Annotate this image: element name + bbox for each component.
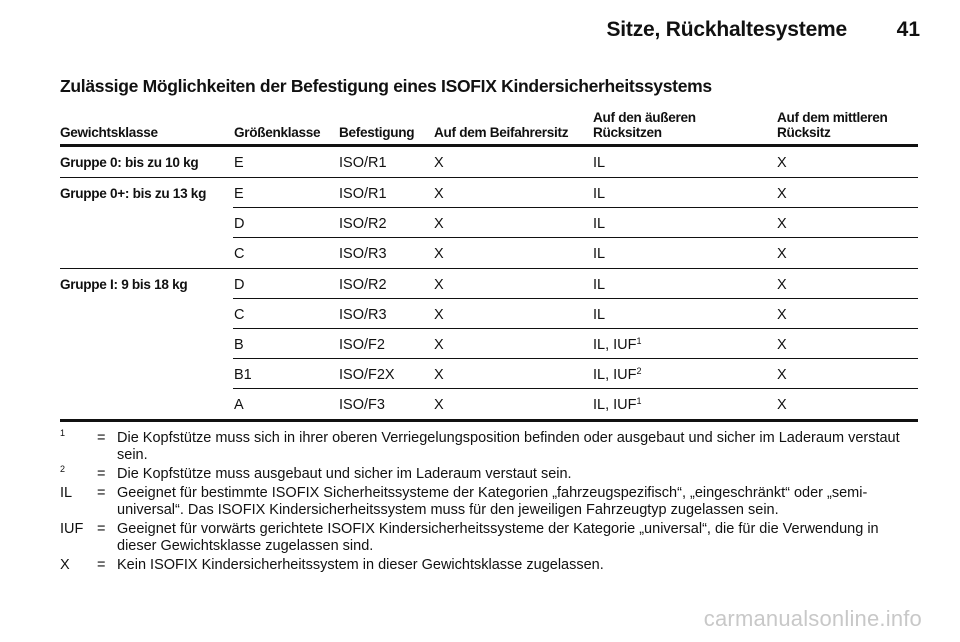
table-row [60,389,918,422]
weight-class-cell: Gruppe I: 9 bis 18 kg [60,277,188,292]
footnote-marker: 1 [636,336,642,346]
table-body [60,147,918,422]
footnote-key: 1 [60,428,66,438]
outer-rear-cell: IL, IUF$^2$ [593,366,642,383]
outer-rear-cell: IL [593,246,606,262]
middle-rear-cell: X [777,337,787,353]
fixing-cell: ISO/R1 [339,186,387,202]
table-row [60,359,918,389]
front-passenger-cell: X [434,307,444,323]
size-class-cell: E [234,155,244,171]
footnote-text: Geeignet für bestimmte ISOFIX Sicherheitssysteme der Kategorien „fahrzeugspezifisch“, „eingeschränkt“ oder „semi-universal“. Das ISOFIX Kindersicherheitssystem muss für den jeweiligen Fahrzeugtyp zugelassen sein. [117,485,868,518]
size-class-cell: B [234,337,244,353]
footnote-item [60,430,920,464]
middle-rear-cell: X [777,186,787,202]
fixing-cell: ISO/R2 [339,216,387,232]
table-header [60,104,918,147]
front-passenger-cell: X [434,367,444,383]
isofix-table [60,104,918,422]
weight-class-cell: Gruppe 0+: bis zu 13 kg [60,186,207,201]
outer-rear-cell: IL [593,307,606,323]
middle-rear-cell: X [777,277,787,293]
header-title: Sitze, Rückhaltesysteme [606,18,847,41]
footnote-text: Kein ISOFIX Kindersicherheitssystem in dieser Gewichtsklasse zugelassen. [117,557,604,573]
front-passenger-cell: X [434,246,444,262]
section-title: Zulässige Möglichkeiten der Befestigung eines ISOFIX Kindersicherheitssystems [60,76,712,96]
footnote-equals: = [97,466,106,482]
column-header-outer-rear: Auf den äußeren Rücksitzen [593,110,696,140]
footnote-marker: 1 [636,396,642,406]
front-passenger-cell: X [434,216,444,232]
size-class-cell: C [234,307,245,323]
watermark: carmanualsonline.info [703,606,922,631]
column-header-middle-rear: Auf dem mittleren Rücksitz [777,110,888,140]
table-row [60,329,918,359]
front-passenger-cell: X [434,337,444,353]
page-header [0,0,960,60]
footnote-key: IL [60,485,73,501]
column-header-weight-class: Gewichtsklasse [60,125,158,140]
footnote-marker: 2 [636,366,642,376]
page-number: 41 [896,18,920,41]
table-row [60,178,918,208]
front-passenger-cell: X [434,186,444,202]
weight-class-cell: Gruppe 0: bis zu 10 kg [60,155,199,170]
column-header-size-class: Größenklasse [234,125,321,140]
footnote-item [60,557,920,574]
footnote-text: Geeignet für vorwärts gerichtete ISOFIX Kindersicherheitssysteme der Kategorie „universal“, die für die Verwendung in dieser Gewichtsklasse zugelassen sind. [117,521,879,554]
footnote-item [60,521,920,555]
footnote-text: Die Kopfstütze muss ausgebaut und sicher im Laderaum verstaut sein. [117,466,572,482]
fixing-cell: ISO/F2X [339,367,395,383]
footnote-equals: = [97,485,106,501]
size-class-cell: B1 [234,367,252,383]
footnote-equals: = [97,430,106,446]
outer-rear-cell: IL [593,186,606,202]
footnote-equals: = [97,557,106,573]
outer-rear-cell: IL [593,277,606,293]
outer-rear-cell: IL [593,216,606,232]
size-class-cell: D [234,277,245,293]
footnote-item [60,466,920,483]
footnote-item [60,485,920,519]
table-row [60,147,918,178]
middle-rear-cell: X [777,367,787,383]
size-class-cell: E [234,186,244,202]
fixing-cell: ISO/R2 [339,277,387,293]
footnote-key: 2 [60,464,66,474]
fixing-cell: ISO/F3 [339,397,385,413]
middle-rear-cell: X [777,307,787,323]
fixing-cell: ISO/R3 [339,246,387,262]
middle-rear-cell: X [777,397,787,413]
footnote-equals: = [97,521,106,537]
fixing-cell: ISO/F2 [339,337,385,353]
table-row [60,208,918,238]
middle-rear-cell: X [777,155,787,171]
middle-rear-cell: X [777,246,787,262]
front-passenger-cell: X [434,277,444,293]
front-passenger-cell: X [434,155,444,171]
table-row [60,238,918,269]
fixing-cell: ISO/R3 [339,307,387,323]
table-row [60,299,918,329]
size-class-cell: C [234,246,245,262]
column-header-fixing: Befestigung [339,125,415,140]
size-class-cell: D [234,216,245,232]
footnote-key: X [60,557,70,573]
front-passenger-cell: X [434,397,444,413]
footnote-key: IUF [60,521,84,537]
outer-rear-cell: IL, IUF$^1$ [593,396,642,413]
fixing-cell: ISO/R1 [339,155,387,171]
column-header-front-passenger: Auf dem Beifahrersitz [434,125,569,140]
size-class-cell: A [234,397,244,413]
outer-rear-cell: IL [593,155,606,171]
footnote-text: Die Kopfstütze muss sich in ihrer oberen Verriegelungsposition befinden oder ausgebaut und sicher im Laderaum verstaut sein. [117,430,900,463]
table-row [60,269,918,299]
outer-rear-cell: IL, IUF$^1$ [593,336,642,353]
middle-rear-cell: X [777,216,787,232]
footnotes [60,430,920,576]
